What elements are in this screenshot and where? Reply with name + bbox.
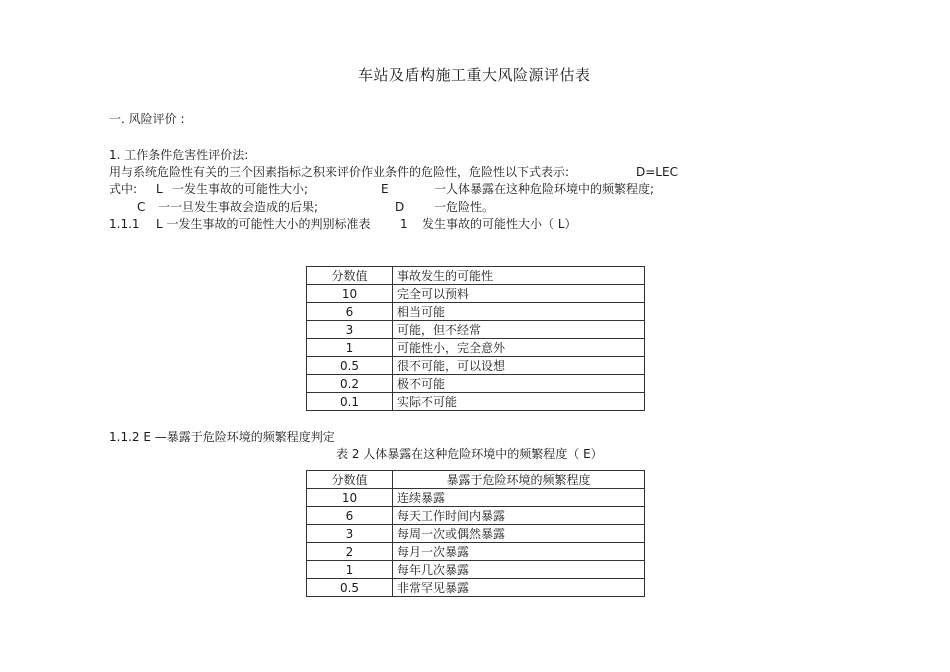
score-cell: 10: [307, 285, 393, 303]
score-cell: 1: [307, 561, 393, 579]
description-cell: 连续暴露: [393, 489, 645, 507]
method-description: 用与系统危险性有关的三个因素指标之积来评价作业条件的危险性，危险性以下式表示:: [109, 165, 570, 179]
score-cell: 3: [307, 525, 393, 543]
table1-number: 1: [400, 217, 408, 231]
table-row: [307, 339, 645, 357]
section-heading-risk-evaluation: 一. 风险评价 :: [109, 112, 185, 126]
symbol-e-description: 一人体暴露在这种危险环境中的频繁程度;: [434, 182, 655, 196]
document-title: 车站及盾构施工重大风险源评估表: [358, 66, 591, 84]
score-cell: 0.5: [307, 357, 393, 375]
symbol-d: D: [395, 200, 405, 214]
score-cell: 1: [307, 339, 393, 357]
score-cell: 2: [307, 543, 393, 561]
score-cell: 0.2: [307, 375, 393, 393]
section-1-1-1-title: L 一发生事故的可能性大小的判别标准表: [156, 217, 371, 231]
section-number-1-1-1: 1.1.1: [109, 217, 140, 231]
table-row: [307, 303, 645, 321]
description-cell: 每年几次暴露: [393, 561, 645, 579]
table-row: [307, 489, 645, 507]
symbol-c-description: 一一旦发生事故会造成的后果;: [158, 200, 319, 214]
score-cell: 6: [307, 507, 393, 525]
score-cell: 10: [307, 489, 393, 507]
description-cell: 可能性小，完全意外: [393, 339, 645, 357]
subsection-heading-method: 1. 工作条件危害性评价法:: [109, 148, 249, 162]
column-header-score: 分数值: [307, 471, 393, 489]
score-cell: 3: [307, 321, 393, 339]
table-row: [307, 561, 645, 579]
description-cell: 每周一次或偶然暴露: [393, 525, 645, 543]
section-1-1-2-title: 1.1.2 E —暴露于危险环境的频繁程度判定: [109, 430, 335, 444]
column-header-likelihood: 事故发生的可能性: [393, 267, 645, 285]
description-cell: 实际不可能: [393, 393, 645, 411]
formula-dlec: D=LEC: [636, 165, 678, 179]
description-cell: 完全可以预料: [393, 285, 645, 303]
table-header-row: [307, 471, 645, 489]
description-cell: 相当可能: [393, 303, 645, 321]
table-row: [307, 579, 645, 597]
column-header-score: 分数值: [307, 267, 393, 285]
symbol-c: C: [137, 200, 146, 214]
table-header-row: [307, 267, 645, 285]
symbol-d-description: 一危险性。: [434, 200, 495, 214]
table-row: [307, 525, 645, 543]
column-header-exposure-frequency: 暴露于危险环境的频繁程度: [393, 471, 645, 489]
table-row: [307, 393, 645, 411]
table-row: [307, 375, 645, 393]
table-row: [307, 543, 645, 561]
likelihood-table: [306, 266, 645, 411]
score-cell: 6: [307, 303, 393, 321]
description-cell: 很不可能，可以设想: [393, 357, 645, 375]
symbol-l-description: 一发生事故的可能性大小;: [172, 182, 309, 196]
table1-caption: 发生事故的可能性大小（ L）: [422, 217, 577, 231]
score-cell: 0.5: [307, 579, 393, 597]
table-row: [307, 507, 645, 525]
exposure-frequency-table: [306, 470, 645, 597]
description-cell: 非常罕见暴露: [393, 579, 645, 597]
table-row: [307, 285, 645, 303]
description-cell: 极不可能: [393, 375, 645, 393]
symbol-l: L: [156, 182, 163, 196]
symbol-e: E: [381, 182, 389, 196]
description-cell: 可能，但不经常: [393, 321, 645, 339]
table-row: [307, 321, 645, 339]
description-cell: 每天工作时间内暴露: [393, 507, 645, 525]
table2-caption: 表 2 人体暴露在这种危险环境中的频繁程度（ E）: [336, 447, 603, 461]
formula-where-label: 式中:: [109, 182, 138, 196]
score-cell: 0.1: [307, 393, 393, 411]
table-row: [307, 357, 645, 375]
description-cell: 每月一次暴露: [393, 543, 645, 561]
